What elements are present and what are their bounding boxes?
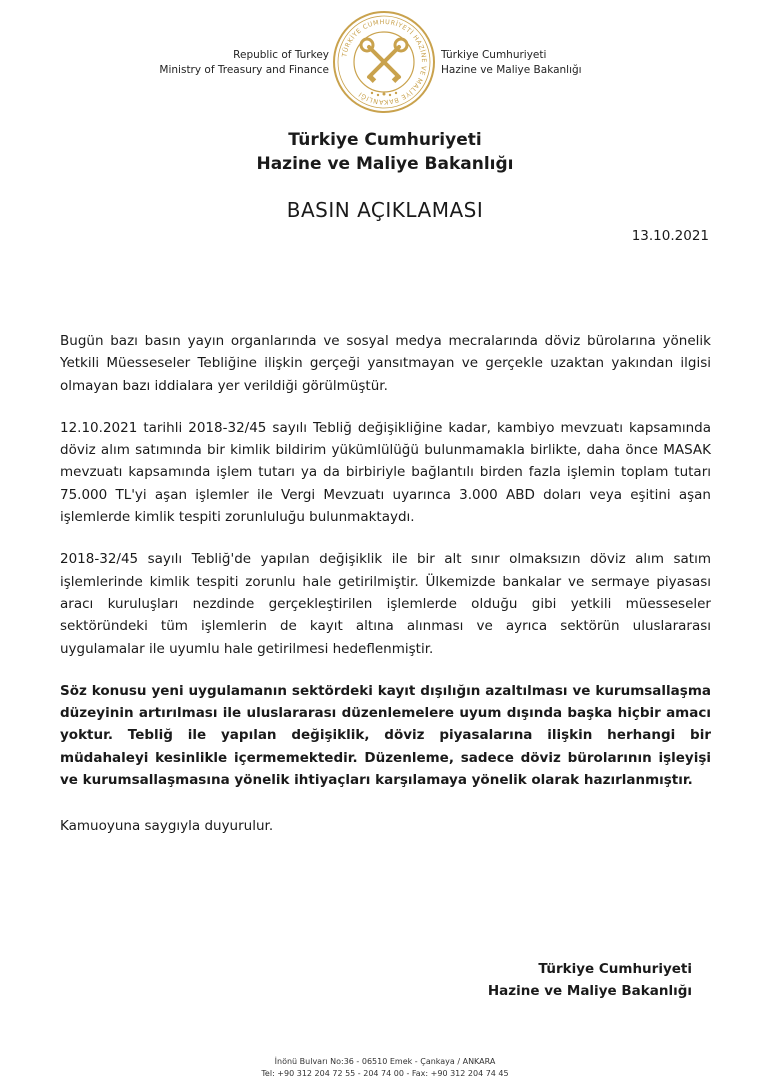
paragraph-1: Bugün bazı basın yayın organlarında ve sosyal medya mecralarında döviz bürolarına yönelik Yetkili Müesseseler Tebliğine ilişkin gerçeği yansıtmayan ve gerçekle uzaktan yakından ilgisi olmayan bazı iddialara yer verildiği görülmüştür.	[60, 333, 711, 394]
header-en-line1: Republic of Turkey	[233, 49, 329, 61]
header-en-line2: Ministry of Treasury and Finance	[159, 64, 329, 76]
ministry-title-line2: Hazine ve Maliye Bakanlığı	[256, 154, 514, 174]
press-release-heading: BASIN AÇIKLAMASI	[286, 198, 484, 222]
ministry-seal-logo	[332, 10, 436, 114]
ministry-title-line1: Türkiye Cumhuriyeti	[288, 130, 482, 150]
document-body	[60, 330, 711, 837]
footer-contact: Tel: +90 312 204 72 55 - 204 74 00 - Fax: +90 312 204 74 45	[261, 1069, 509, 1078]
svg-text:TÜRKİYE CUMHURİYETİ HAZİNE VE: TÜRKİYE CUMHURİYETİ HAZİNE VE MALİYE BAKANLIĞI	[340, 17, 429, 107]
footer	[0, 1056, 770, 1080]
document-date: 13.10.2021	[631, 228, 709, 244]
closing-line: Kamuoyuna saygıyla duyurulur.	[60, 818, 274, 835]
signature-line1: Türkiye Cumhuriyeti	[538, 961, 692, 977]
header-turkish	[441, 48, 582, 78]
paragraph-4-bold: Söz konusu yeni uygulamanın sektördeki kayıt dışılığın azaltılması ve kurumsallaşma düzeyinin artırılması ile uluslararası düzenlemelere uyum dışında başka hiçbir amacı yoktur. Tebliğ ile yapılan değişiklik, döviz piyasalarına ilişkin herhangi bir müdahaleyi kesinlikle içermemektedir. Düzenleme, sadece döviz bürolarının işleyişi ve kurumsallaşmasına yönelik ihtiyaçları karşılamaya yönelik olarak hazırlanmıştır.	[60, 682, 711, 789]
signature-block	[488, 958, 692, 1002]
header-tr-line2: Hazine ve Maliye Bakanlığı	[441, 64, 582, 76]
paragraph-3: 2018-32/45 sayılı Tebliğ'de yapılan değişiklik ile bir alt sınır olmaksızın döviz alım satım işlemlerinde kimlik tespiti zorunlu hale getirilmiştir. Ülkemizde bankalar ve sermaye piyasası aracı kuruluşları nezdinde gerçekleştirilen işlemlerde olduğu gibi yetkili müesseseler sektöründeki tüm işlemlerin de kayıt altına alınması ve ayrıca sektörün uluslararası uygulamalar ile uyumlu hale getirilmesi hedeflenmiştir.	[60, 551, 711, 657]
header-tr-line1: Türkiye Cumhuriyeti	[441, 49, 547, 61]
header-english	[159, 48, 329, 78]
paragraph-2: 12.10.2021 tarihli 2018-32/45 sayılı Tebliğ değişikliğine kadar, kambiyo mevzuatı kapsamında döviz alım satımında bir kimlik bildirim yükümlülüğü bulunmamakla birlikte, daha önce MASAK mevzuatı kapsamında işlem tutarı ya da birbiriyle bağlantılı birden fazla işlemin toplam tutarı 75.000 TL'yi aşan işlemler ile Vergi Mevzuatı uyarınca 3.000 ABD doları veya eşitini aşan işlemlerde kimlik tespiti zorunluluğu bulunmaktaydı.	[60, 419, 711, 526]
footer-address: İnönü Bulvarı No:36 - 06510 Emek - Çankaya / ANKARA	[274, 1057, 496, 1066]
signature-line2: Hazine ve Maliye Bakanlığı	[487, 983, 692, 999]
ministry-title	[0, 128, 770, 176]
